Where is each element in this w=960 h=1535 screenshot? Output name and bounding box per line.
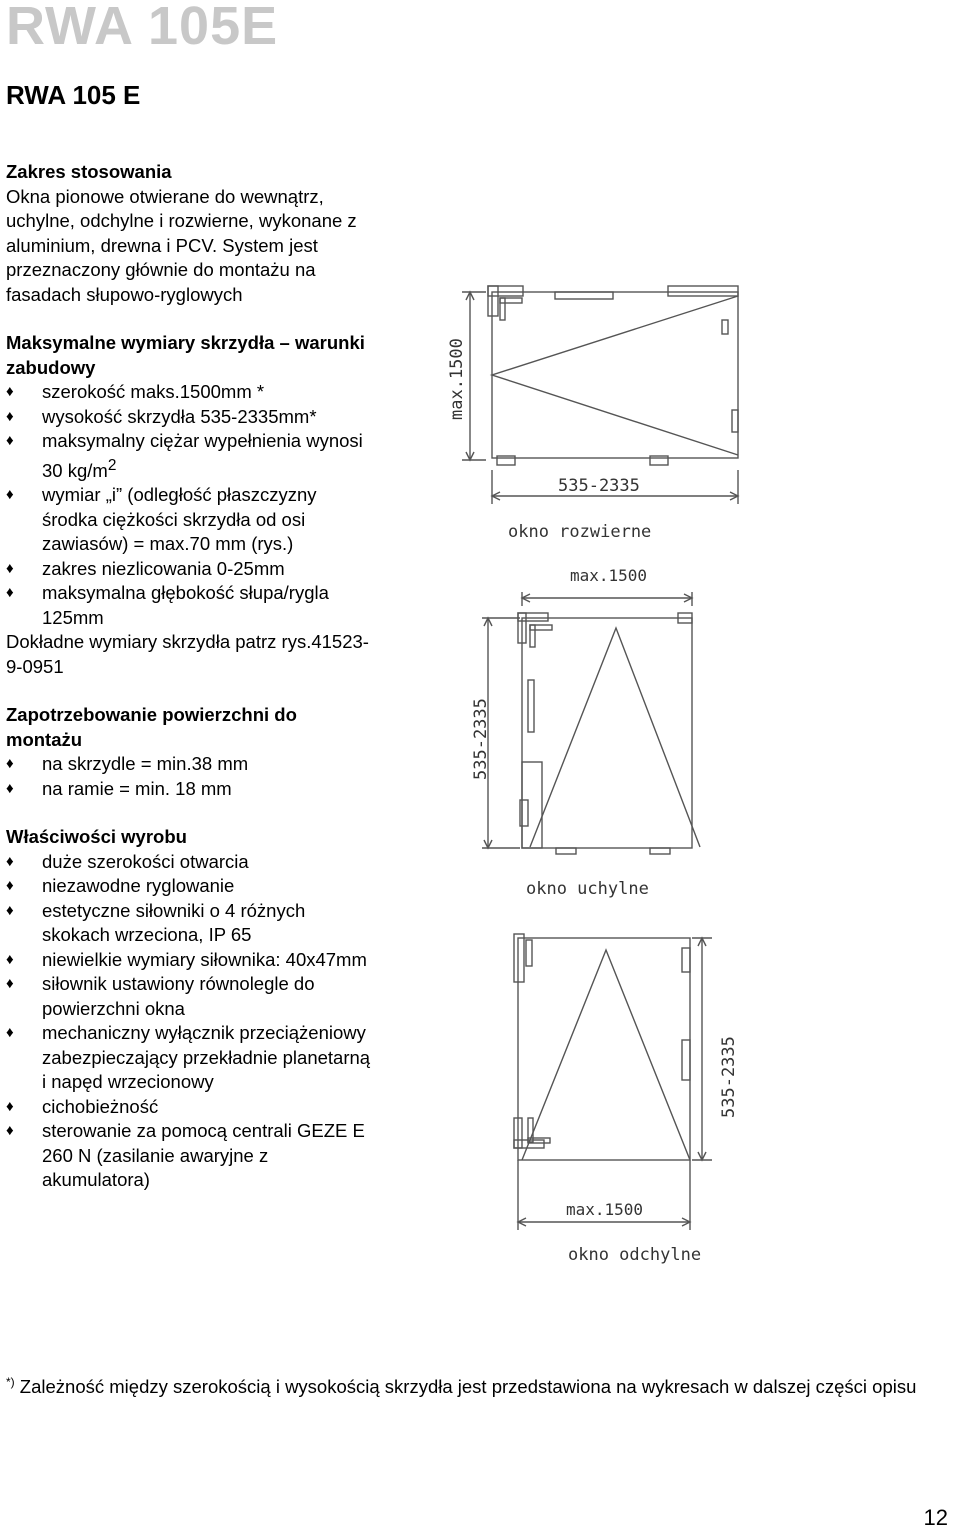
diamond-bullet-icon: ♦	[6, 779, 14, 797]
diamond-bullet-icon: ♦	[6, 950, 14, 968]
list-item: ♦ siłownik ustawiony równolegle do powierzchni okna	[6, 973, 315, 1019]
list-item: ♦ zakres niezlicowania 0-25mm	[6, 557, 376, 582]
list-item: ♦ wymiar „i” (odległość płaszczyzny środka ciężkości skrzydła od osi zawiasów) = max.70 mm (rys.)	[6, 484, 317, 555]
footnote-marker: *)	[6, 1375, 15, 1389]
list-item: ♦ maksymalny ciężar wypełnienia wynosi 30 $kg/m^2$	[6, 430, 363, 481]
spec-column	[6, 160, 376, 1193]
list-item: ♦ sterowanie za pomocą centrali GEZE E 260 N (zasilanie awaryjne z akumulatora)	[6, 1120, 365, 1191]
section-heading-mounting-space: Zapotrzebowanie powierzchni do montażu	[6, 704, 297, 750]
list-item: ♦ na ramie = min. 18 mm	[6, 777, 376, 802]
document-watermark-title: RWA 105E	[6, 0, 279, 56]
diagram3-dim-vertical: 535-2335	[719, 1036, 739, 1118]
diagram1-caption: okno rozwierne	[508, 522, 652, 542]
list-item: ♦ niezawodne ryglowanie	[6, 874, 376, 899]
list-item: ♦ maksymalna głębokość słupa/rygla 125mm	[6, 582, 329, 628]
product-title: RWA 105 E	[6, 80, 141, 110]
diagram3-caption: okno odchylne	[568, 1245, 702, 1265]
diamond-bullet-icon: ♦	[6, 559, 14, 577]
section-heading-scope: Zakres stosowania	[6, 161, 172, 182]
window-diagrams	[400, 270, 760, 1290]
diagram-side-hung	[462, 286, 738, 504]
diamond-bullet-icon: ♦	[6, 755, 14, 773]
list-item: ♦ wysokość skrzydła 535-2335mm*	[6, 405, 376, 430]
footnote	[6, 1370, 946, 1400]
diagram1-dim-horizontal: 535-2335	[558, 476, 640, 496]
dimensions-note: Dokładne wymiary skrzydła patrz rys.41523-9-0951	[6, 631, 369, 677]
diamond-bullet-icon: ♦	[6, 432, 14, 449]
section-heading-dimensions: Maksymalne wymiary skrzydła – warunki zabudowy	[6, 332, 365, 378]
scope-text: Okna pionowe otwierane do wewnątrz, uchylne, odchylne i rozwierne, wykonane z aluminium, drewna i PCV. System jest przeznaczony głównie do montażu na fasadach słupowo-ryglowych	[6, 185, 357, 305]
diagram1-dim-vertical: max.1500	[447, 338, 467, 420]
superscript-2: 2	[107, 456, 117, 474]
diamond-bullet-icon: ♦	[6, 1097, 14, 1115]
list-item: ♦ niewielkie wymiary siłownika: 40x47mm	[6, 948, 376, 973]
diagram-top-hung	[514, 934, 712, 1230]
diagram-bottom-hung	[482, 592, 700, 854]
properties-list	[6, 850, 376, 1193]
diamond-bullet-icon: ♦	[6, 975, 14, 993]
list-item: ♦ cichobieżność	[6, 1095, 376, 1120]
diamond-bullet-icon: ♦	[6, 901, 14, 919]
diamond-bullet-icon: ♦	[6, 383, 14, 400]
diagram2-dim-vertical: 535-2335	[471, 698, 491, 780]
diamond-bullet-icon: ♦	[6, 1024, 14, 1042]
page-number: 12	[923, 1505, 948, 1530]
dimensions-list	[6, 380, 376, 630]
diagram2-dim-horizontal: max.1500	[570, 566, 648, 585]
diamond-bullet-icon: ♦	[6, 407, 14, 425]
diamond-bullet-icon: ♦	[6, 486, 14, 504]
list-item: ♦ na skrzydle = min.38 mm	[6, 752, 376, 777]
list-item: ♦ mechaniczny wyłącznik przeciążeniowy zabezpieczający przekładnie planetarną i napęd wrzecionowy	[6, 1022, 371, 1093]
list-item: ♦ szerokość maks.1500mm *	[6, 380, 376, 405]
diagram3-dim-horizontal: max.1500	[566, 1200, 644, 1219]
mounting-list	[6, 752, 376, 801]
diamond-bullet-icon: ♦	[6, 852, 14, 870]
section-heading-properties: Właściwości wyrobu	[6, 826, 187, 848]
diamond-bullet-icon: ♦	[6, 877, 14, 895]
diamond-bullet-icon: ♦	[6, 584, 14, 602]
footnote-text: Zależność między szerokością i wysokością skrzydła jest przedstawiona na wykresach w dalszej części opisu	[14, 1376, 917, 1398]
diamond-bullet-icon: ♦	[6, 1122, 14, 1140]
list-item: ♦ duże szerokości otwarcia	[6, 850, 376, 875]
list-item: ♦ estetyczne siłowniki o 4 różnych skokach wrzeciona, IP 65	[6, 899, 306, 946]
diagram2-caption: okno uchylne	[526, 879, 649, 899]
